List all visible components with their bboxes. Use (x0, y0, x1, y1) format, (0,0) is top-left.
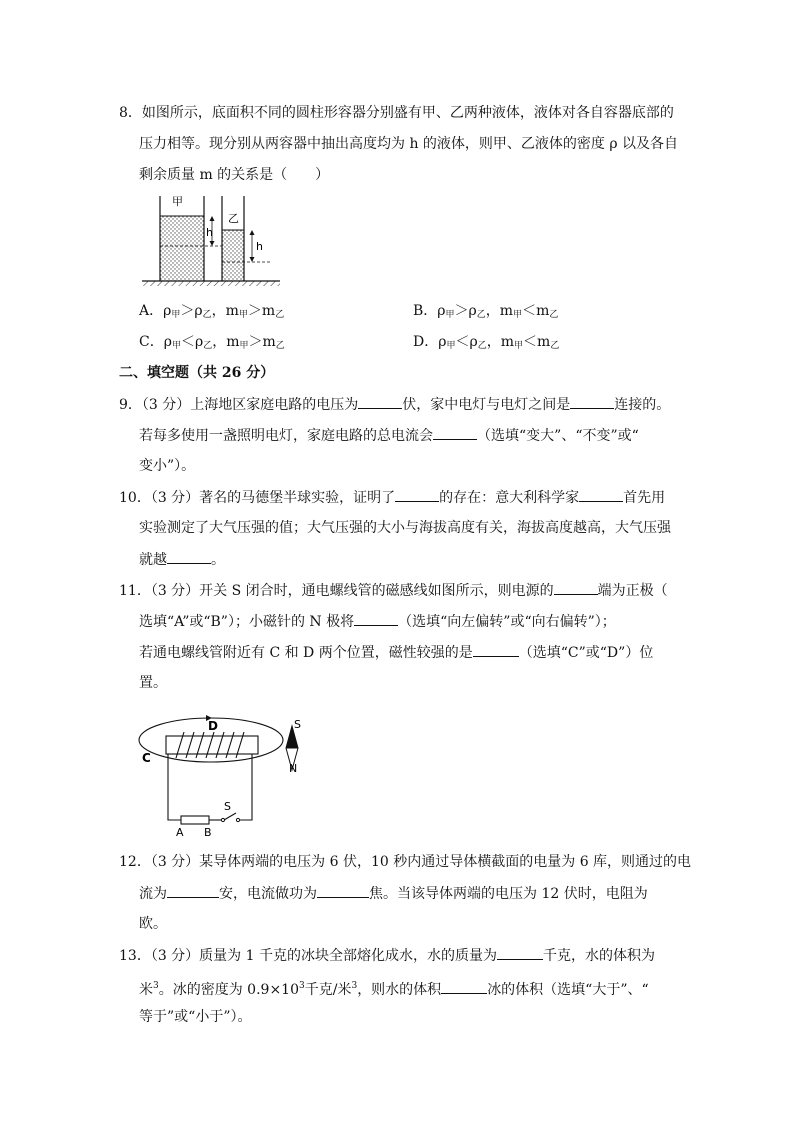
q9-line-2: 若每多使用一盏照明电灯，家庭电路的总电流会 （选填“变大”、“不变”或“ (139, 425, 639, 446)
q9-line-3: 变小”）。 (139, 458, 196, 474)
label-h2: h (256, 240, 263, 253)
q10-line-1: 10．（3 分）著名的马德堡半球实验，证明了 的存在：意大利科学家 首先用 (119, 487, 665, 508)
q8-option-b: B．$\rho_甲>\rho_乙$，$m_甲<m_乙$ (413, 303, 559, 320)
q11-solenoid-figure (136, 710, 316, 840)
q12-line-2: 流为 安，电流做功为 焦。当该导体两端的电压为 12 伏时，电阻为 (139, 883, 648, 904)
label-jia: 甲 (172, 195, 183, 208)
label-D: D (208, 719, 218, 733)
ground-hatch (142, 281, 280, 286)
switch-lever (224, 813, 236, 820)
q8-option-d: D．$\rho_甲<\rho_乙$，$m_甲<m_乙$ (413, 334, 560, 351)
blank-11-3 (473, 642, 519, 657)
blank-10-2 (579, 487, 623, 502)
blank-9-2 (570, 394, 614, 409)
container-jia-liquid (160, 216, 204, 281)
q8-containers-figure (140, 190, 290, 290)
q12-line-1: 12．（3 分）某导体两端的电压为 6 伏，10 秒内通过导体横截面的电量为 6 库，则通过的电 (119, 854, 692, 870)
blank-13-2 (441, 979, 487, 994)
label-S-pole: S (294, 718, 301, 731)
q12-line-3: 欧。 (139, 916, 167, 932)
label-yi: 乙 (228, 212, 239, 225)
label-C: C (142, 751, 151, 765)
q8-line-1: 8．如图所示，底面积不同的圆柱形容器分别盛有甲、乙两种液体，液体对各自容器底部的 (119, 105, 674, 121)
q11-line-4: 置。 (139, 675, 167, 691)
q8-line-2: 压力相等。现分别从两容器中抽出高度均为 h 的液体，则甲、乙液体的密度 ρ 以及各自 (139, 136, 679, 152)
q10-line-3: 就越 。 (139, 549, 225, 570)
blank-11-1 (554, 580, 598, 595)
label-N-pole: N (289, 762, 298, 775)
q8-option-c: C．$\rho_甲<\rho_乙$，$m_甲>m_乙$ (139, 334, 285, 351)
blank-9-3 (433, 425, 477, 440)
label-h1: h (206, 226, 213, 239)
q13-line-3: 等于”或“小于”）。 (139, 1009, 252, 1025)
q11-line-3: 若通电螺线管附近有 C 和 D 两个位置，磁性较强的是 （选填“C”或“D”）位 (139, 642, 653, 663)
blank-11-2 (354, 611, 398, 626)
power-source (181, 816, 209, 824)
blank-9-1 (358, 394, 402, 409)
container-yi-liquid (222, 230, 244, 281)
blank-10-1 (395, 487, 439, 502)
q11-line-2: 选填“A”或“B”）；小磁针的 N 极将 （选填“向左偏转”或“向右偏转”）； (139, 611, 616, 632)
q8-option-a: A．$\rho_甲>\rho_乙$，$m_甲>m_乙$ (139, 303, 285, 320)
q11-line-1: 11．（3 分）开关 S 闭合时，通电螺线管的磁感线如图所示，则电源的 端为正极（ (119, 580, 668, 601)
label-switch-S: S (224, 800, 231, 813)
blank-13-1 (497, 945, 543, 960)
q10-line-2: 实验测定了大气压强的值；大气压强的大小与海拔高度有关，海拔高度越高，大气压强 (139, 520, 671, 536)
q8-line-3: 剩余质量 m 的关系是（ ） (139, 167, 330, 183)
label-B: B (204, 826, 212, 839)
blank-12-1 (167, 883, 219, 898)
blank-12-2 (317, 883, 369, 898)
section-title: 二、填空题（共 26 分） (119, 365, 275, 381)
q9-line-1: 9．（3 分）上海地区家庭电路的电压为 伏，家中电灯与电灯之间是 连接的。 (119, 394, 670, 415)
label-A: A (176, 826, 184, 839)
q13-line-1: 13．（3 分）质量为 1 千克的冰块全部熔化成水，水的质量为 千克，水的体积为 (119, 945, 655, 966)
blank-10-3 (167, 549, 211, 564)
q13-line-2: 米$^3$。冰的密度为 $0.9\times 10^3$千克/米$^3$，则水的体积 冰的体积（选填“大于”、“ (139, 981, 649, 998)
